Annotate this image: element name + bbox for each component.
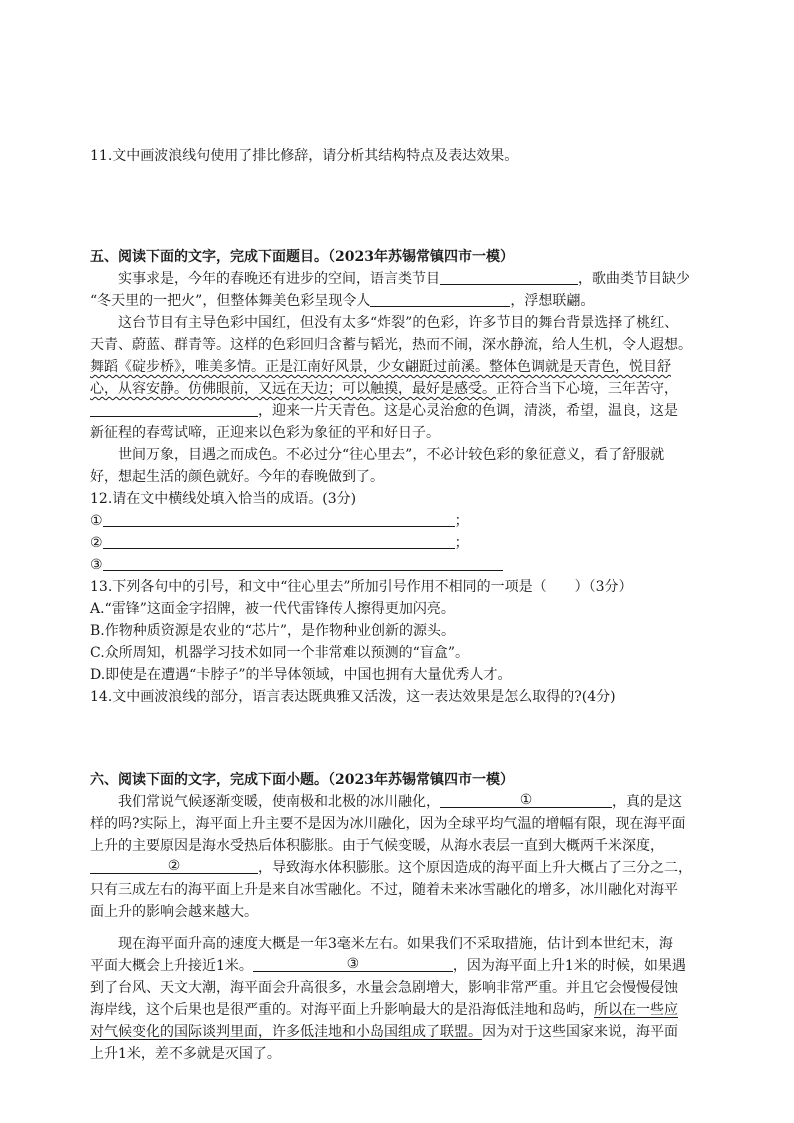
circled-number: ① [519,792,533,808]
s5-paragraph-3-line: 世间万象，目遇之而成色。不必过分“往心里去”，不必计较色彩的象征意义，看了舒服就 [118,447,665,463]
s6-paragraph-1-line [90,858,692,878]
question-11: 11.文中画波浪线句使用了排比修辞，请分析其结构特点及表达效果。 [90,148,519,164]
wavy-underlined-text: 舞蹈《碇步桥》，唯美多情。正是江南好风景，少女翩跹过前溪。整体色调就是天青色，悦目舒 [90,359,671,375]
wavy-underlined-text: 心，从容安静。仿佛眼前，又远在天边；可以触摸，最好是感受。 [90,381,496,397]
answer-blank-1[interactable] [103,512,455,527]
text: ； [454,535,469,551]
answer-line-3 [90,555,503,575]
option-b: B.作物种质资源是农业的“芯片”，是作物种业创新的源头。 [90,623,456,639]
option-a: A.“雷锋”这面金字招牌，被一代代雷锋传人擦得更加闪亮。 [90,601,455,617]
s5-paragraph-1-line [90,291,594,311]
text: ，歌曲类节目缺少 [578,271,690,287]
s6-paragraph-2-line [90,1000,678,1020]
text: ，导致海水体积膨胀。这个原因造成的海平面上升大概占了三分之二， [258,860,692,876]
s6-paragraph-1-line: 面上升的影响会越来越大。 [90,904,258,920]
underlined-text: 所以在一些应 [594,1002,678,1018]
fill-blank-2[interactable] [370,292,510,307]
s5-paragraph-1-line [118,269,690,289]
s5-paragraph-2-line [90,379,678,399]
fill-blank-circled-3[interactable] [253,957,453,972]
section-5-title: 五、阅读下面的文字，完成下面题目。（2023年苏锡常镇四市一模） [90,249,514,265]
s5-paragraph-2-line: 这台节目有主导色彩中国红，但没有太多“炸裂”的色彩，许多节目的舞台背景选择了桃红、 [118,315,679,331]
circled-number: ② [167,858,181,874]
s5-paragraph-2-line [90,357,671,377]
s6-paragraph-2-line: 到了台风、天文大潮，海平面会升高很多，水量会急剧增大，影响非常严重。并且它会慢慢侵蚀 [90,980,678,996]
answer-line-2 [90,533,469,553]
s6-paragraph-2-line: 上升1米，差不多就是灭国了。 [90,1046,281,1062]
s5-paragraph-2-line: 天青、蔚蓝、群青等。这样的色彩回归含蓄与韬光，热而不闹，深水静流，给人生机，令人遐想。 [90,337,692,353]
text: 海岸线，这个后果也是很严重的。对海平面上升影响最大的是沿海低洼地和岛屿， [90,1002,594,1018]
answer-blank-3[interactable] [103,556,503,571]
question-14: 14.文中画波浪线的部分，语言表达既典雅又活泼，这一表达效果是怎么取得的?(4分) [90,689,616,705]
circled-number: ③ [346,956,360,972]
text: 因为对于这些国家来说，海平面 [482,1024,678,1040]
text: 实事求是，今年的春晚还有进步的空间，语言类节目 [118,271,440,287]
text: 正符合当下心境，三年苦守， [496,381,678,397]
text: 平面大概会上升接近1米。 [90,958,253,974]
text: ，因为海平面上升1米的时候，如果遇 [452,958,686,974]
fill-blank-circled-2[interactable] [90,859,258,874]
s6-paragraph-1-line: 上升的主要原因是海水受热后体积膨胀。由于气候变暖，从海水表层一直到大概两千米深度， [90,838,664,854]
s6-paragraph-1-line: 样的吗?实际上，海平面上升主要不是因为冰川融化，因为全球平均气温的增幅有限，现在海平面 [90,816,686,832]
s6-paragraph-1-line [118,792,682,812]
fill-blank-3[interactable] [90,402,258,417]
text: ，真的是这 [612,794,682,810]
s6-paragraph-2-line [90,1022,678,1042]
section-6-title: 六、阅读下面的文字，完成下面小题。（2023年苏锡常镇四市一模） [90,772,514,788]
option-c: C.众所周知，机器学习技术如同一个非常难以预测的“盲盒”。 [90,645,469,661]
s5-paragraph-2-line [90,401,678,421]
s6-paragraph-2-line [90,956,686,976]
fill-blank-circled-1[interactable] [440,793,612,808]
fill-blank-1[interactable] [440,270,578,285]
text: ，浮想联翩。 [510,293,595,309]
circled-number: ① [90,513,103,529]
circled-number: ③ [90,557,103,573]
option-d: D.即使是在遭遇“卡脖子”的半导体领域，中国也拥有大量优秀人才。 [90,667,512,683]
underlined-text: 对气候变化的国际谈判里面，许多低洼地和小岛国组成了联盟。 [90,1024,482,1040]
s5-paragraph-3-line: 好，想起生活的颜色就好。今年的春晚做到了。 [90,469,384,485]
question-12: 12.请在文中横线处填入恰当的成语。(3分) [90,491,357,507]
s5-paragraph-2-line: 新征程的春莺试啼，正迎来以色彩为象征的平和好日子。 [90,425,440,441]
text: 我们常说气候逐渐变暖，使南极和北极的冰川融化， [118,794,440,810]
text: ； [454,513,469,529]
text: ，迎来一片天青色。这是心灵治愈的色调，清淡，希望，温良，这是 [258,403,678,419]
answer-blank-2[interactable] [103,534,455,549]
s6-paragraph-2-line: 现在海平面升高的速度大概是一年3毫米左右。如果我们不采取措施，估计到本世纪末，海 [118,936,673,952]
answer-line-1 [90,511,469,531]
question-13: 13.下列各句中的引号，和文中“往心里去”所加引号作用不相同的一项是（ ）（3分） [90,579,633,595]
s6-paragraph-1-line: 只有三成左右的海平面上升是来自冰雪融化。不过，随着未来冰雪融化的增多，冰川融化对海平 [90,882,678,898]
text: “冬天里的一把火”，但整体舞美色彩呈现令人 [90,293,371,309]
circled-number: ② [90,535,103,551]
